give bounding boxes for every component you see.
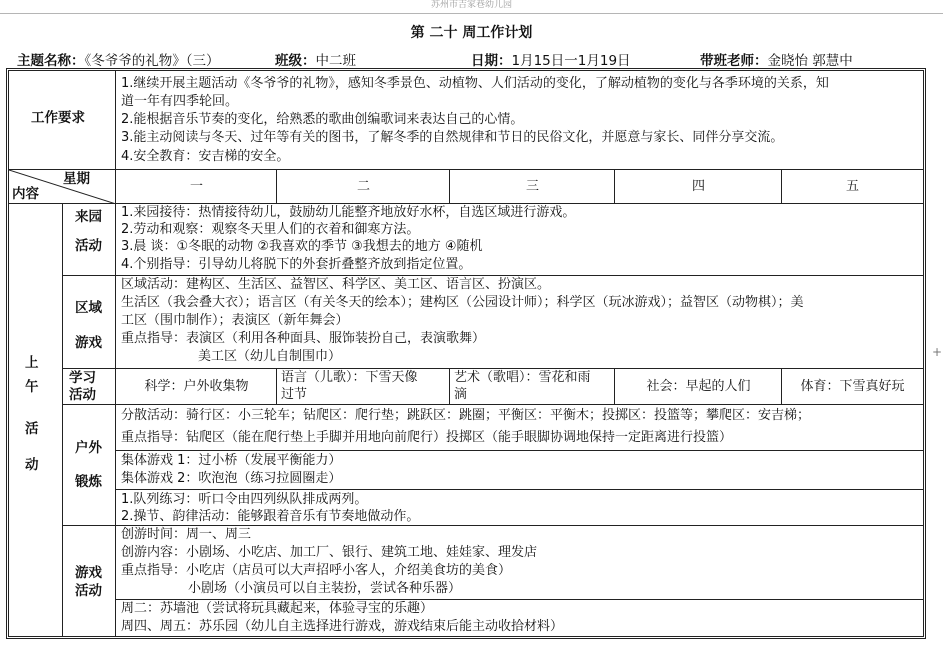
game-creative-line: 创游内容：小剧场、小吃店、加工厂、银行、建筑工地、娃娃家、理发店 xyxy=(121,545,538,560)
weekday-cell xyxy=(615,170,782,204)
outdoor-label-cell xyxy=(63,405,116,526)
study-cell-thu xyxy=(615,369,782,405)
corner-weekday-label: 星期 xyxy=(63,171,90,187)
area-line: 重点指导：表演区（利用各种面具、服饰装扮自己，表演歌舞） xyxy=(121,331,486,346)
teacher-value: 金晓怡 郭慧中 xyxy=(767,53,853,69)
game-creative-line: 重点指导：小吃店（店员可以大声招呼小客人，介绍美食坊的美食） xyxy=(121,563,512,578)
work-line: 1.继续开展主题活动《冬爷爷的礼物》，感知冬季景色、动植物、人们活动的变化，了解动植物的变化与各季环境的关系，知 xyxy=(121,76,829,91)
study-item: 艺术（歌唱）：雪花和雨 xyxy=(454,370,591,385)
corner-cell xyxy=(9,170,116,204)
page-title: 第 二十 周工作计划 xyxy=(410,25,533,41)
weekday-thu: 四 xyxy=(691,179,705,194)
outdoor-scatter-cell xyxy=(116,405,923,451)
arrival-line: 4.个别指导：引导幼儿将脱下的外套折叠整齐放到指定位置。 xyxy=(121,257,472,272)
study-cell-fri xyxy=(782,369,923,405)
outdoor-group-line: 集体游戏 1：过小桥（发展平衡能力） xyxy=(121,453,342,468)
game-other-cell xyxy=(116,600,923,636)
teacher-field xyxy=(700,49,853,69)
outdoor-scatter-line: 分散活动：骑行区：小三轮车；钻爬区：爬行垫；跳跃区：跳圈；平衡区：平衡木；投掷区：投篮等；攀爬区：安吉梯； xyxy=(121,408,811,423)
weekday-cell xyxy=(782,170,923,204)
weekday-mon: 一 xyxy=(189,179,203,194)
area-label-cell xyxy=(63,276,116,369)
outdoor-drill-line: 2.操节、韵律活动：能够跟着音乐有节奏地做动作。 xyxy=(121,509,420,524)
theme-field xyxy=(17,49,220,69)
game-creative-line: 创游时间：周一、周三 xyxy=(121,527,252,542)
morning-label-char: 活 xyxy=(25,421,39,437)
weekday-cell xyxy=(450,170,615,204)
outdoor-drill-cell xyxy=(116,490,923,526)
area-line: 美工区（幼儿自制围巾） xyxy=(198,349,342,364)
plus-icon[interactable]: + xyxy=(932,345,943,359)
outdoor-label: 锻炼 xyxy=(75,474,102,490)
header-rule xyxy=(0,13,943,14)
study-item: 体育：下雪真好玩 xyxy=(800,379,905,394)
study-label: 学习 xyxy=(69,370,96,386)
game-creative-cell xyxy=(116,526,923,600)
class-label: 班级： xyxy=(275,53,316,69)
morning-label-char: 动 xyxy=(25,457,39,473)
date-value: 1月15日一1月19日 xyxy=(511,53,631,69)
arrival-line: 1.来园接待：热情接待幼儿，鼓励幼儿能整齐地放好水杯，自选区域进行游戏。 xyxy=(121,205,576,220)
study-item: 语言（儿歌）：下雪天像 xyxy=(281,370,418,385)
arrival-label: 活动 xyxy=(75,238,102,254)
teacher-label: 带班老师： xyxy=(700,53,768,69)
outdoor-scatter-line: 重点指导：钻爬区（能在爬行垫上手脚并用地向前爬行）投掷区（能手眼脚协调地保持一定距离进行投篮） xyxy=(121,430,733,445)
arrival-label: 来园 xyxy=(75,209,102,225)
outdoor-label: 户外 xyxy=(75,440,102,456)
theme-value: 《冬爷爷的礼物》（三） xyxy=(84,53,220,69)
arrival-label-cell xyxy=(63,204,116,276)
arrival-content-cell xyxy=(116,204,923,276)
theme-label: 主题名称： xyxy=(17,53,85,69)
weekday-fri: 五 xyxy=(845,179,859,194)
area-line: 生活区（我会叠大衣）；语言区（有关冬天的绘本）；建构区（公园设计师）；科学区（玩冰游戏）；益智区（动物棋）；美 xyxy=(121,295,804,310)
arrival-line: 3.晨 谈：①冬眠的动物 ②我喜欢的季节 ③我想去的地方 ④随机 xyxy=(121,239,483,254)
game-label-cell xyxy=(63,526,116,636)
area-line: 区域活动：建构区、生活区、益智区、科学区、美工区、语言区、扮演区。 xyxy=(121,277,551,292)
study-item: 滴 xyxy=(454,387,468,402)
area-label: 区域 xyxy=(75,300,102,316)
plan-meta-row xyxy=(17,49,922,67)
game-label: 游戏 xyxy=(75,565,102,581)
weekday-cell xyxy=(116,170,277,204)
weekday-wed: 三 xyxy=(525,179,539,194)
game-other-line: 周四、周五：苏乐园（幼儿自主选择进行游戏，游戏结束后能主动收拾材料） xyxy=(121,619,564,634)
game-label: 活动 xyxy=(75,583,102,599)
study-label-cell xyxy=(63,369,116,405)
page-header xyxy=(0,0,943,16)
arrival-line: 2.劳动和观察：观察冬天里人们的衣着和御寒方法。 xyxy=(121,222,420,237)
class-value: 中二班 xyxy=(315,53,356,69)
outdoor-group-cell xyxy=(116,451,923,490)
morning-label-char: 上 xyxy=(25,355,39,371)
work-content-cell xyxy=(116,71,923,170)
date-label: 日期： xyxy=(471,53,512,69)
outdoor-drill-line: 1.队列练习：听口令由四列纵队排成两列。 xyxy=(121,492,368,507)
work-line: 2.能根据音乐节奏的变化，给熟悉的歌曲创编歌词来表达自己的心情。 xyxy=(121,112,524,127)
area-content-cell xyxy=(116,276,923,369)
study-label: 活动 xyxy=(69,387,96,403)
weekday-tue: 二 xyxy=(356,179,370,194)
class-field xyxy=(275,49,356,69)
study-cell-wed xyxy=(450,369,615,405)
study-item: 过节 xyxy=(281,387,308,402)
study-cell-mon xyxy=(116,369,277,405)
study-item: 社会：早起的人们 xyxy=(646,379,751,394)
outdoor-group-line: 集体游戏 2：吹泡泡（练习拉圆圈走） xyxy=(121,471,342,486)
work-line: 4.安全教育：安吉梯的安全。 xyxy=(121,149,290,164)
area-label: 游戏 xyxy=(75,335,102,351)
plan-table xyxy=(6,68,926,639)
morning-label-char: 午 xyxy=(25,379,39,395)
area-line: 工区（围巾制作）；表演区（新年舞会） xyxy=(121,313,349,328)
study-item: 科学：户外收集物 xyxy=(144,379,249,394)
corner-content-label: 内容 xyxy=(12,186,39,202)
morning-label-cell xyxy=(9,204,63,636)
work-line: 道一年有四季轮回。 xyxy=(121,94,239,109)
game-creative-line: 小剧场（小演员可以自主装扮，尝试各种乐器） xyxy=(188,581,462,596)
work-line: 3.能主动阅读与冬天、过年等有关的图书，了解冬季的自然规律和节日的民俗文化，并愿意与家长、同伴分享交流。 xyxy=(121,130,784,145)
page-header-text: 苏州市吉家巷幼儿园 xyxy=(430,0,512,10)
work-label-cell xyxy=(9,71,116,170)
date-field xyxy=(471,49,631,69)
game-other-line: 周二：苏墙池（尝试将玩具藏起来，体验寻宝的乐趣） xyxy=(121,601,434,616)
work-label: 工作要求 xyxy=(31,110,85,126)
weekday-cell xyxy=(277,170,450,204)
study-cell-tue xyxy=(277,369,450,405)
